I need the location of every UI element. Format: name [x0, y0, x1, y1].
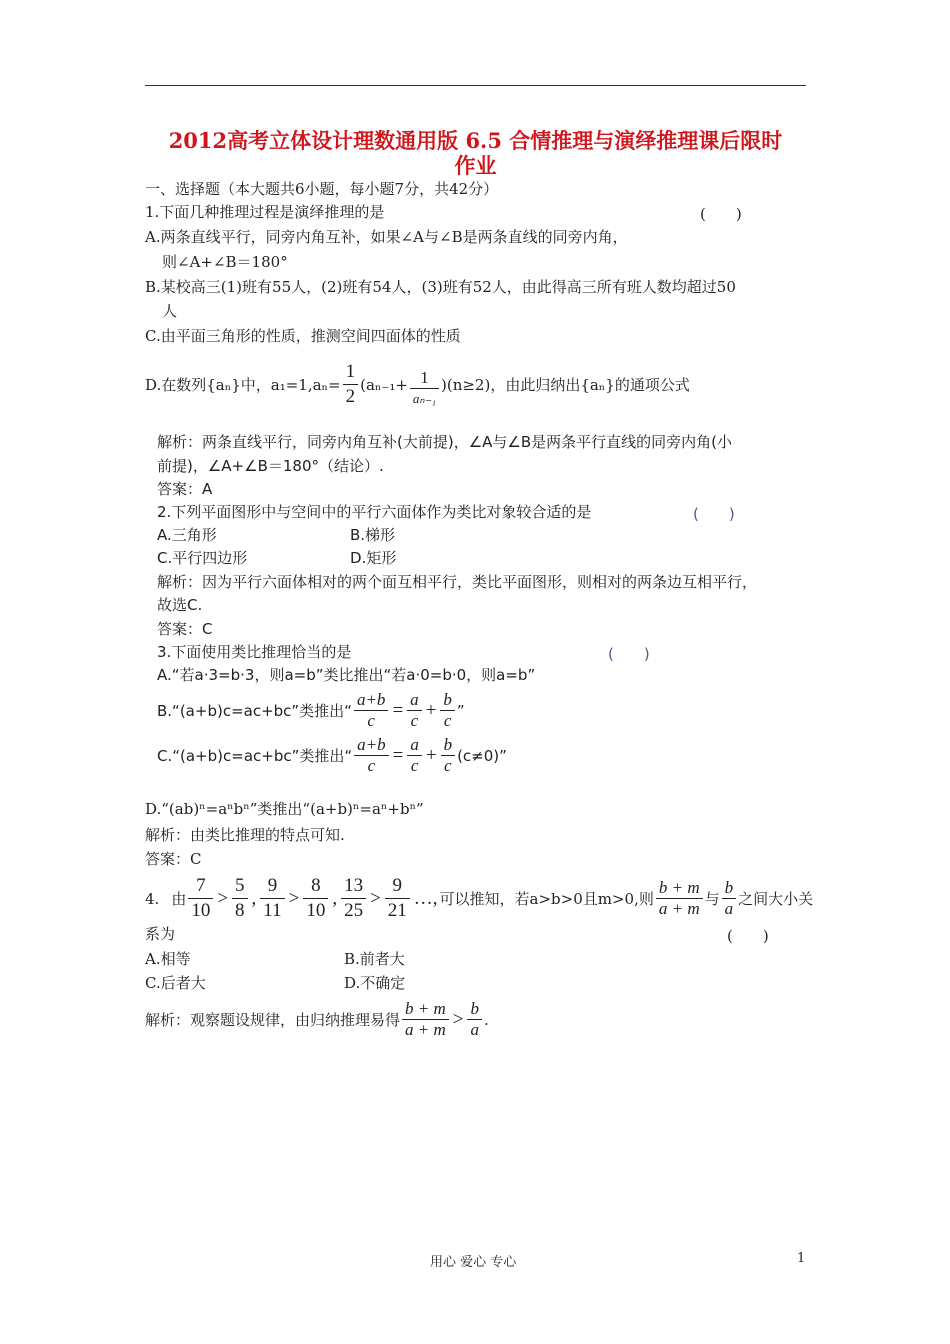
q1-answer-paren: ( )	[700, 205, 742, 223]
q2-analysis: 解析：因为平行六面体相对的两个面互相平行，类比平面图形，则相对的两条边互相平行，	[157, 573, 758, 591]
q3-c-pre: C.“(a+b)c=ac+bc”类推出“	[157, 747, 353, 765]
q4-answer-paren: ( )	[727, 927, 769, 945]
q4-frac-bm: $\frac{b + m}{a + m}$	[656, 878, 703, 919]
q1-option-a-cont: 则∠A+∠B＝180°	[162, 253, 288, 271]
q1-analysis: 解析：两条直线平行，同旁内角互补(大前提)，∠A与∠B是两条平行直线的同旁内角(小	[157, 433, 733, 451]
q3-b-post: ”	[456, 701, 465, 720]
q3-b-pre: B.“(a+b)c=ac+bc”类推出“	[157, 702, 352, 720]
q3-analysis: 解析：由类比推理的特点可知.	[145, 826, 345, 844]
q2-analysis-cont: 故选C.	[157, 596, 203, 614]
q4-frac-3: $\frac{9}{11}$	[260, 874, 284, 923]
q3-c-post: (c≠0)”	[457, 746, 507, 765]
q3-c-frac-a: $\frac{a}{c}$	[407, 735, 422, 776]
doc-title-line1: 2012高考立体设计理数通用版 6.5 合情推理与演绎推理课后限时	[168, 128, 783, 153]
q1-d-half: $\frac{1}{2}$	[343, 360, 359, 409]
q4-option-a: A.相等	[145, 950, 191, 968]
q1-answer: 答案：A	[157, 480, 213, 498]
q1-d-post: )(n≥2)，由此归纳出{aₙ}的通项公式	[440, 376, 690, 394]
q2-option-d: D.矩形	[350, 549, 397, 567]
q4-text2: 之间大小关	[738, 890, 814, 908]
q4-stem: 4. 由 $\frac{7}{10}$ > $\frac{5}{8}$ , $\frac{9}{11}$ > $\frac{8}{10}$ , $\frac{13}{25}$ > $\frac{9}{21}$ …, 可以推知，若a>b>0且m>0,则 $\frac{b + m}{a + m}$ 与 $\frac{b}{a}$ 之间大小关	[145, 875, 814, 921]
q2-answer: 答案：C	[157, 620, 213, 638]
q3-option-b: B.“(a+b)c=ac+bc”类推出“ $\frac{a+b}{c}$ = $\frac{a}{c}$ + $\frac{b}{c}$ ”	[157, 690, 465, 730]
footer-text: 用心 爱心 专心	[430, 1255, 517, 1270]
page-number: 1	[797, 1251, 806, 1266]
q4-frac-1: $\frac{7}{10}$	[188, 874, 213, 923]
q1-d-mid: (aₙ₋₁+	[360, 375, 408, 394]
q3-option-a: A.“若a·3=b·3，则a=b”类比推出“若a·0=b·0，则a=b”	[157, 666, 536, 684]
q3-b-frac-a: $\frac{a}{c}$	[407, 690, 422, 731]
q4-number: 4.	[145, 889, 160, 908]
q4-analysis: 解析：观察题设规律，由归纳推理易得 $\frac{b + m}{a + m}$ > $\frac{b}{a}$ .	[145, 999, 489, 1039]
q4-yu: 与	[704, 890, 720, 908]
q4-option-d: D.不确定	[344, 974, 406, 992]
q4-frac-ba: $\frac{b}{a}$	[722, 878, 737, 919]
q1-analysis-cont: 前提)，∠A+∠B＝180°（结论）.	[157, 457, 384, 475]
q1-option-b: B.某校高三(1)班有55人，(2)班有54人，(3)班有52人，由此得高三所有班人数均超过50	[145, 278, 736, 296]
q1-d-pre: D.在数列{aₙ}中，a₁=1,aₙ=	[145, 376, 341, 394]
q3-option-d: D.“(ab)ⁿ=aⁿbⁿ”类推出“(a+b)ⁿ=aⁿ+bⁿ”	[145, 800, 424, 818]
header-rule	[145, 85, 806, 86]
doc-title-line2: 作业	[454, 153, 497, 178]
q4-stem-cont: 系为	[145, 925, 176, 943]
q4-text1: 可以推知，若a>b>0且m>0,则	[439, 890, 654, 908]
q3-c-frac-lhs: $\frac{a+b}{c}$	[354, 735, 388, 776]
q4-frac-4: $\frac{8}{10}$	[303, 874, 328, 923]
q1-option-d	[145, 360, 690, 409]
q4-analysis-post: .	[483, 1010, 489, 1029]
q2-answer-paren: ( )	[693, 505, 735, 523]
q2-option-a: A.三角形	[157, 526, 217, 544]
q4-option-c: C.后者大	[145, 974, 206, 992]
q3-stem: 3.下面使用类比推理恰当的是	[157, 643, 352, 661]
q4-analysis-frac-bm: $\frac{b + m}{a + m}$	[402, 999, 449, 1040]
q3-option-c: C.“(a+b)c=ac+bc”类推出“ $\frac{a+b}{c}$ = $\frac{a}{c}$ + $\frac{b}{c}$ (c≠0)”	[157, 735, 507, 775]
q2-option-b: B.梯形	[350, 526, 396, 544]
q1-option-a: A.两条直线平行，同旁内角互补，如果∠A与∠B是两条直线的同旁内角，	[145, 228, 628, 246]
q1-d-frac: $\frac{1}{\text{aₙ₋₁}}$	[410, 368, 439, 409]
section-header: 一、选择题（本大题共6小题，每小题7分，共42分）	[145, 180, 499, 198]
q3-b-frac-b: $\frac{b}{c}$	[440, 690, 455, 731]
q4-frac-2: $\frac{5}{8}$	[232, 874, 248, 923]
q3-answer: 答案：C	[145, 850, 202, 868]
q4-analysis-frac-ba: $\frac{b}{a}$	[467, 999, 482, 1040]
q1-stem: 1.下面几种推理过程是演绎推理的是	[145, 203, 385, 221]
q2-stem: 2.下列平面图形中与空间中的平行六面体作为类比对象较合适的是	[157, 503, 592, 521]
q4-you: 由	[171, 890, 187, 908]
q3-b-frac-lhs: $\frac{a+b}{c}$	[354, 690, 388, 731]
q3-answer-paren: ( )	[608, 645, 650, 663]
q4-option-b: B.前者大	[344, 950, 405, 968]
q3-c-frac-b: $\frac{b}{c}$	[441, 735, 456, 776]
q2-option-c: C.平行四边形	[157, 549, 248, 567]
q1-option-b-cont: 人	[162, 302, 178, 320]
q4-analysis-pre: 解析：观察题设规律，由归纳推理易得	[145, 1011, 401, 1029]
q1-option-c: C.由平面三角形的性质，推测空间四面体的性质	[145, 327, 461, 345]
q4-frac-5: $\frac{13}{25}$	[341, 874, 366, 923]
q4-frac-6: $\frac{9}{21}$	[385, 874, 410, 923]
